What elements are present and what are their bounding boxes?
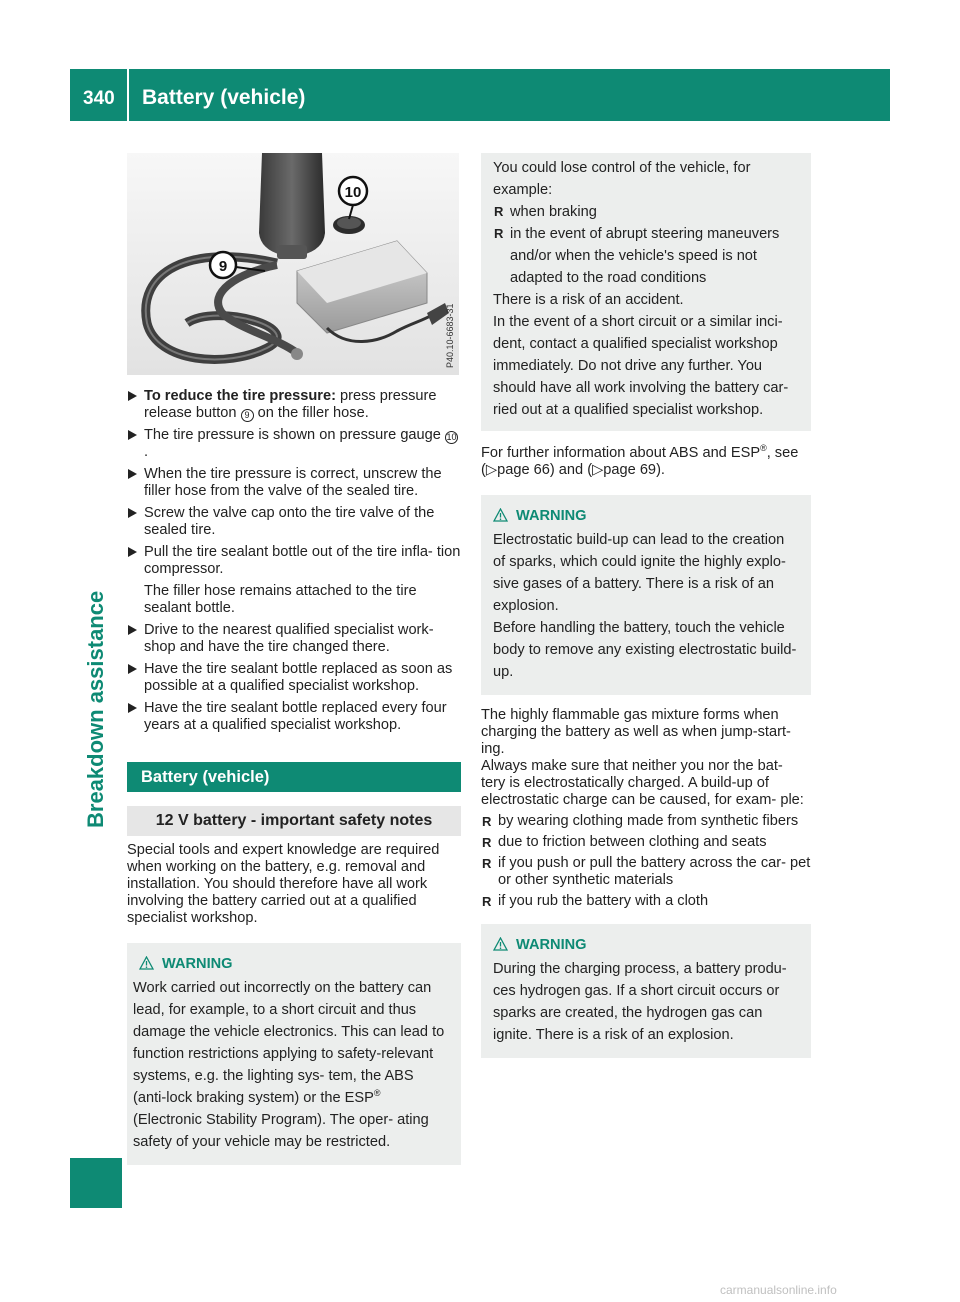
- list-item: R if you rub the battery with a cloth: [482, 893, 709, 909]
- tire-inflation-figure: [127, 153, 459, 375]
- bullet-icon: R: [494, 204, 504, 219]
- right-column: [481, 153, 811, 1058]
- step-arrow-icon: [128, 430, 137, 440]
- warning-text: You could lose control of the vehicle, for example:: [493, 160, 751, 198]
- instruction-step: [127, 388, 461, 422]
- step-text: Have the tire sealant bottle replaced as soon as possible at a qualified specialist workshop.: [144, 661, 453, 694]
- side-chapter-label: Breakdown assistance: [83, 590, 108, 828]
- warning-text: Work carried out incorrectly on the battery can lead, for example, to a short circuit and thus damage the vehicle electronics. This can lead to function restrictions applying to safety-relevant systems, e.g. the lighting sys- tem, the ABS (anti-lock braking system) or the ESP® (Electronic Stability Program). The oper- ating safety of your vehicle may be restricted.: [133, 980, 445, 1150]
- instruction-step: [127, 505, 461, 539]
- page-ref-icon: ▷: [592, 462, 604, 478]
- warning-triangle-icon: [493, 937, 508, 951]
- list-item: R in the event of abrupt steering maneuvers and/or when the vehicle's speed is not adapted to the road conditions: [493, 223, 799, 289]
- callout-10: 10: [344, 184, 362, 201]
- warning-continuation-box: [481, 153, 811, 431]
- step-text: Screw the valve cap onto the tire valve of the sealed tire.: [144, 505, 435, 538]
- instruction-step: [127, 661, 461, 695]
- bullet-icon: R: [482, 856, 492, 871]
- instruction-step: [127, 622, 461, 656]
- step-text: on the filler hose.: [253, 405, 369, 421]
- step-text: Drive to the nearest qualified specialist work- shop and have the tire changed there.: [144, 622, 434, 655]
- step-arrow-icon: [128, 703, 137, 713]
- warning-text: Electrostatic build-up can lead to the creation of sparks, which could ignite the highly explo- sive gases of a battery. There is a risk of an explosion.: [493, 532, 786, 614]
- step-arrow-icon: [128, 391, 137, 401]
- electrostatic-list: [481, 813, 811, 910]
- warning-label: WARNING: [516, 937, 587, 953]
- subsection-heading: 12 V battery - important safety notes: [127, 806, 461, 836]
- bullet-icon: R: [482, 835, 492, 850]
- list-item: R when braking: [493, 201, 799, 223]
- page-ref-66[interactable]: page 66: [497, 462, 550, 478]
- left-column: [127, 388, 461, 1165]
- step-text: press pressure release button: [144, 388, 437, 421]
- warning-text: There is a risk of an accident.: [493, 292, 684, 308]
- warning-label: WARNING: [162, 956, 233, 972]
- step-text: Have the tire sealant bottle replaced every four years at a qualified specialist workshop.: [144, 700, 447, 733]
- step-text: When the tire pressure is correct, unscrew the filler hose from the valve of the sealed tire.: [144, 466, 442, 499]
- page-ref-icon: ▷: [485, 462, 498, 478]
- warning-label: WARNING: [516, 508, 587, 524]
- instruction-step: [127, 427, 461, 461]
- instruction-step: [127, 700, 461, 734]
- flammable-paragraph: The highly flammable gas mixture forms when charging the battery as well as when jump-start- ing.: [481, 707, 791, 757]
- step-text: .: [144, 444, 149, 460]
- bullet-icon: R: [482, 894, 492, 909]
- further-info-paragraph: For further information about ABS and ESP®, see (▷page 66) and (▷page 69).: [481, 443, 799, 478]
- warning-box: [127, 943, 461, 1165]
- warning-box: [481, 495, 811, 695]
- warning-box: [481, 924, 811, 1058]
- page-number: 340: [83, 88, 115, 109]
- intro-paragraph: Special tools and expert knowledge are required when working on the battery, e.g. removal and installation. You should therefore have all work involving the battery carried out at a qualified specialist workshop.: [127, 842, 440, 926]
- watermark: carmanualsonline.info: [720, 1283, 837, 1297]
- bullet-icon: R: [482, 814, 492, 829]
- warning-triangle-icon: [493, 508, 508, 522]
- callout-9: 9: [218, 258, 228, 275]
- step-result-text: The filler hose remains attached to the tire sealant bottle.: [144, 583, 417, 616]
- figure-code: P40.10-6683-31: [445, 303, 455, 368]
- warning-text: Before handling the battery, touch the vehicle body to remove any existing electrostatic build-up.: [493, 620, 797, 680]
- list-item: R by wearing clothing made from synthetic fibers: [482, 813, 799, 829]
- step-text: Pull the tire sealant bottle out of the tire infla- tion compressor.: [144, 544, 461, 577]
- side-chapter-tab: [70, 1158, 122, 1208]
- callout-10-ref: 10: [446, 432, 457, 442]
- callout-9-ref: 9: [241, 409, 254, 422]
- warning-text: In the event of a short circuit or a similar inci- dent, contact a qualified specialist workshop immediately. Do not drive any further. You should have all work involving the battery car- ried out at a qualified specialist workshop.: [493, 314, 789, 418]
- list-item: R if you push or pull the battery across the car- pet or other synthetic materials: [482, 855, 811, 888]
- warning-heading: [493, 934, 799, 956]
- page-title: Battery (vehicle): [142, 86, 306, 109]
- step-arrow-icon: [128, 508, 137, 518]
- warning-text: During the charging process, a battery produ- ces hydrogen gas. If a short circuit occurs or sparks are created, the hydrogen gas can ignite. There is a risk of an explosion.: [493, 961, 787, 1043]
- list-item: R due to friction between clothing and seats: [482, 834, 767, 850]
- step-arrow-icon: [128, 547, 137, 557]
- instruction-step: [127, 466, 461, 500]
- warning-heading: [133, 953, 449, 975]
- bullet-icon: R: [494, 226, 504, 241]
- page-ref-69[interactable]: page 69: [603, 462, 657, 478]
- electrostatic-paragraph: Always make sure that neither you nor the bat- tery is electrostatically charged. A build-up of electrostatic charge can be caused, for exam- ple:: [481, 758, 804, 808]
- warning-triangle-icon: [139, 956, 154, 970]
- header-separator: [127, 69, 129, 121]
- step-arrow-icon: [128, 469, 137, 479]
- step-text: The tire pressure is shown on pressure gauge: [144, 427, 445, 443]
- instruction-step: [127, 544, 461, 578]
- step-arrow-icon: [128, 625, 137, 635]
- warning-heading: [493, 505, 799, 527]
- step-bold-lead: To reduce the tire pressure:: [144, 388, 336, 404]
- section-heading: Battery (vehicle): [127, 762, 461, 792]
- step-arrow-icon: [128, 664, 137, 674]
